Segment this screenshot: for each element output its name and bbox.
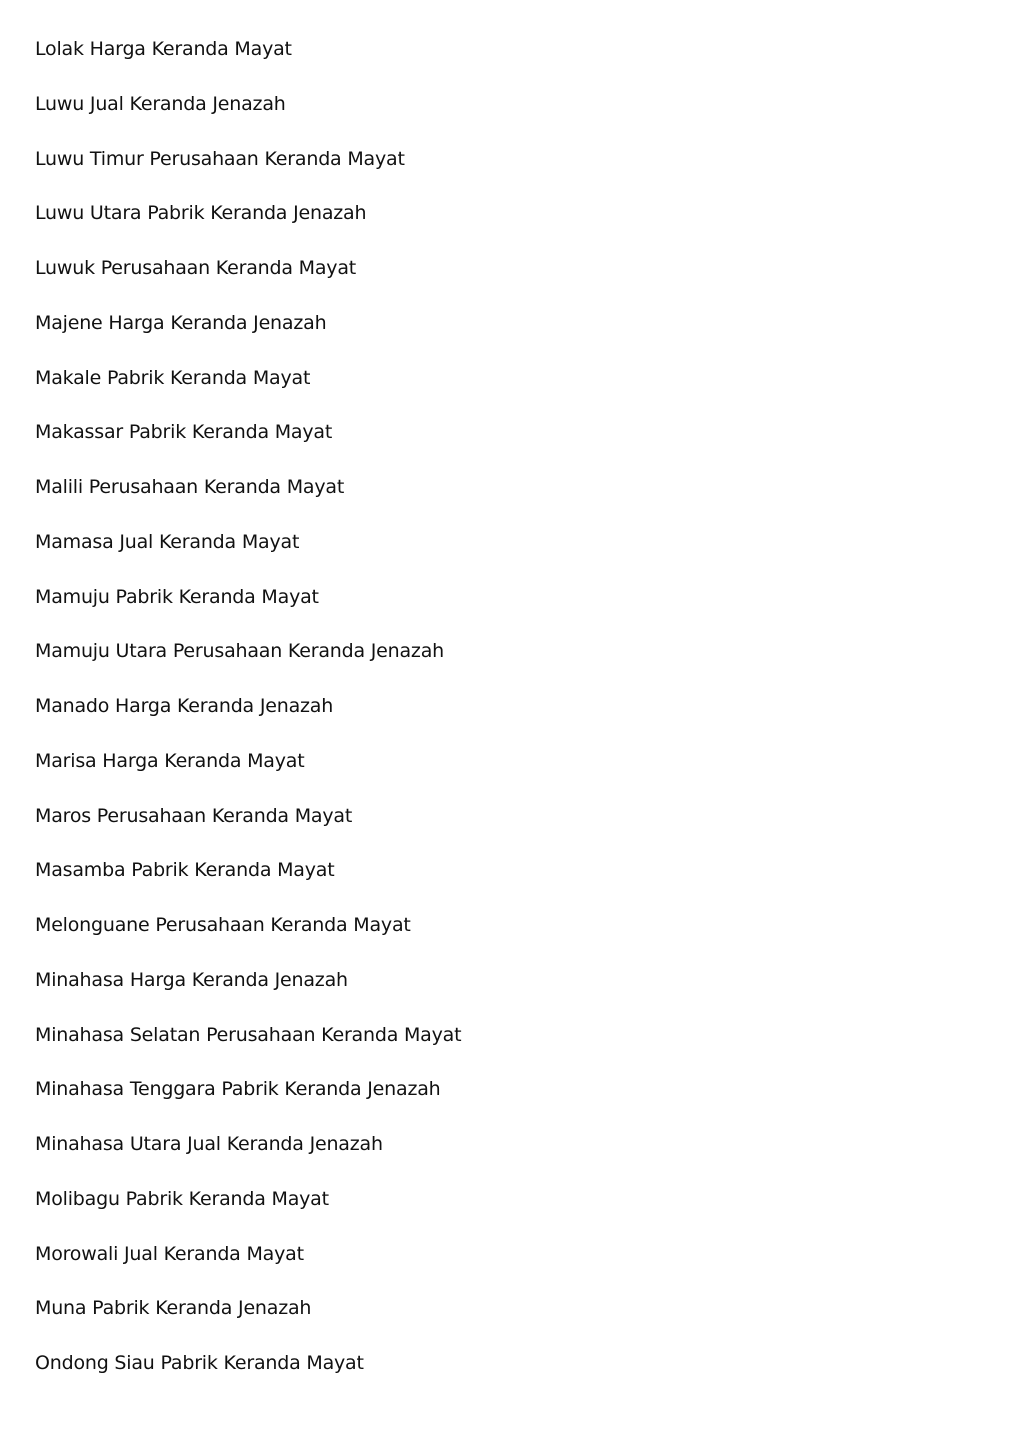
list-item: Marisa Harga Keranda Mayat	[35, 749, 305, 772]
list-item: Minahasa Tenggara Pabrik Keranda Jenazah	[35, 1078, 441, 1101]
list-item: Luwu Jual Keranda Jenazah	[35, 92, 286, 115]
list-item: Makale Pabrik Keranda Mayat	[35, 366, 311, 389]
list-item: Masamba Pabrik Keranda Mayat	[35, 859, 335, 882]
list-item: Minahasa Selatan Perusahaan Keranda Mayat	[35, 1023, 462, 1046]
list-item: Minahasa Harga Keranda Jenazah	[35, 968, 348, 991]
list-item: Melonguane Perusahaan Keranda Mayat	[35, 914, 411, 936]
list-item: Luwuk Perusahaan Keranda Mayat	[35, 257, 357, 279]
list-item: Manado Harga Keranda Jenazah	[35, 695, 334, 717]
list-item: Molibagu Pabrik Keranda Mayat	[35, 1187, 329, 1210]
list-item: Mamasa Jual Keranda Mayat	[35, 530, 300, 553]
list-item: Muna Pabrik Keranda Jenazah	[35, 1297, 312, 1320]
list-item: Morowali Jual Keranda Mayat	[35, 1242, 304, 1265]
location-list	[35, 37, 461, 1406]
list-item: Majene Harga Keranda Jenazah	[35, 311, 327, 334]
list-item: Ondong Siau Pabrik Keranda Mayat	[35, 1352, 364, 1374]
list-item: Makassar Pabrik Keranda Mayat	[35, 421, 333, 444]
list-item: Luwu Utara Pabrik Keranda Jenazah	[35, 202, 367, 225]
list-item: Luwu Timur Perusahaan Keranda Mayat	[35, 147, 405, 170]
list-item: Mamuju Utara Perusahaan Keranda Jenazah	[35, 640, 444, 663]
list-item: Malili Perusahaan Keranda Mayat	[35, 476, 345, 498]
list-item: Mamuju Pabrik Keranda Mayat	[35, 585, 319, 608]
list-item: Minahasa Utara Jual Keranda Jenazah	[35, 1133, 383, 1155]
list-item: Maros Perusahaan Keranda Mayat	[35, 804, 353, 827]
list-item: Lolak Harga Keranda Mayat	[35, 38, 292, 60]
